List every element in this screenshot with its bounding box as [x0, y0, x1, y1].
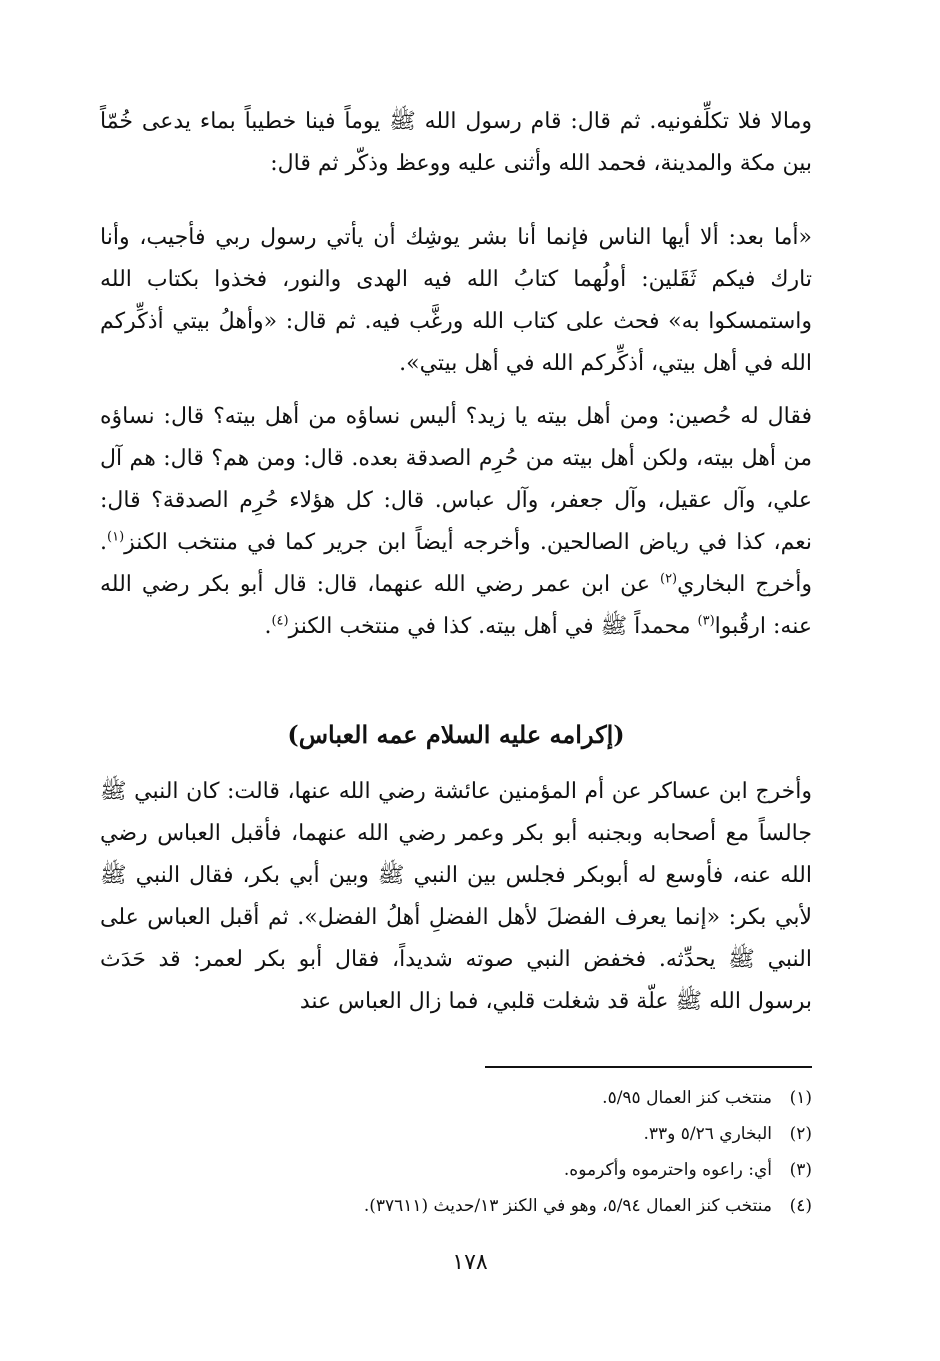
section-heading: (إكرامه عليه السلام عمه العباس): [287, 720, 625, 749]
footnotes-list: [100, 1080, 812, 1224]
paragraph-text: فقال له حُصين: ومن أهل بيته يا زيد؟ أليس نساؤه من أهل بيته؟ قال: نساؤه من أهل بيته، ولكن أهل بيته من حُرِم الصدقة بعده. قال: ومن هم؟ قال: هم آل علي، وآل عقيل، وآل جعفر، وآل عباس. قال: كل هؤلاء حُرِم الصدقة؟ قال: نعم، كذا في رياض الصالحين. وأخرجه أيضاً ابن جرير كما في منتخب الكنز: [100, 404, 812, 555]
page-number: ١٧٨: [452, 1250, 488, 1275]
footnote-ref: (٤): [271, 613, 289, 629]
paragraph: «أما بعد: ألا أيها الناس فإنما أنا بشر يوشِك أن يأتي رسول ربي فأجيب، وأنا تارك فيكم ثَقَلين: أولُهما كتابُ الله فيه الهدى والنور، فخذوا بكتاب الله واستمسكوا به» فحث على كتاب الله ورغَّب فيه. ثم قال: «وأهلُ بيتي أذكِّركم الله في أهل بيتي، أذكِّركم الله في أهل بيتي».: [100, 225, 813, 376]
footnote: [100, 1116, 812, 1152]
footnote-number: (١): [789, 1088, 812, 1108]
footnote-text: منتخب كنز العمال ٥/٩٥.: [602, 1088, 772, 1108]
footnote: [100, 1152, 812, 1188]
paragraph-text: عن ابن عمر رضي الله عنهما، قال: قال أبو بكر رضي الله عنه: ارقُبوا: [100, 572, 812, 639]
footnote-ref: (٣): [697, 613, 715, 629]
footnote-ref: (١): [107, 529, 125, 545]
footnote-ref: (٢): [659, 571, 678, 587]
footnote-number: (٢): [789, 1124, 812, 1144]
paragraph-text: .: [264, 614, 272, 639]
footnote-text: منتخب كنز العمال ٥/٩٤، وهو في الكنز ١٣/حديث (٣٧٦١١).: [363, 1196, 772, 1216]
footnote-text: أي: راعوه واحترموه وأكرموه.: [563, 1160, 772, 1180]
paragraph-text: . وأخرج البخاري: [100, 530, 812, 597]
footnote: [100, 1080, 812, 1116]
footnote-text: البخاري ٥/٢٦ و٣٣.: [643, 1124, 772, 1144]
paragraph-text: محمداً ﷺ في أهل بيته. كذا في منتخب الكنز: [288, 614, 691, 639]
footnote: [100, 1188, 812, 1224]
footnote-divider: [485, 1066, 812, 1068]
paragraph: ومالا فلا تكلِّفونيه. ثم قال: قام رسول الله ﷺ يوماً فينا خطيباً بماء يدعى خُمّاً بين مكة والمدينة، فحمد الله وأثنى عليه ووعظ وذكّر ثم قال:: [100, 109, 812, 176]
paragraph: [100, 396, 812, 648]
footnote-number: (٣): [789, 1160, 812, 1180]
footnote-number: (٤): [789, 1196, 812, 1216]
paragraph: وأخرج ابن عساكر عن أم المؤمنين عائشة رضي الله عنها، قالت: كان النبي ﷺ جالساً مع أصحابه وبجنبه أبو بكر وعمر رضي الله عنهما، فأقبل العباس رضي الله عنه، فأوسع له أبوبكر فجلس بين النبي ﷺ وبين أبي بكر، فقال النبي ﷺ لأبي بكر: «إنما يعرف الفضلَ لأهل الفضلِ أهلُ الفضل». ثم أقبل العباس على النبي ﷺ يحدِّثه. فخفض النبي صوته شديداً، فقال أبو بكر لعمر: قد حَدَث برسول الله ﷺ علّة قد شغلت قلبي، فما زال العباس عند: [100, 779, 812, 1014]
